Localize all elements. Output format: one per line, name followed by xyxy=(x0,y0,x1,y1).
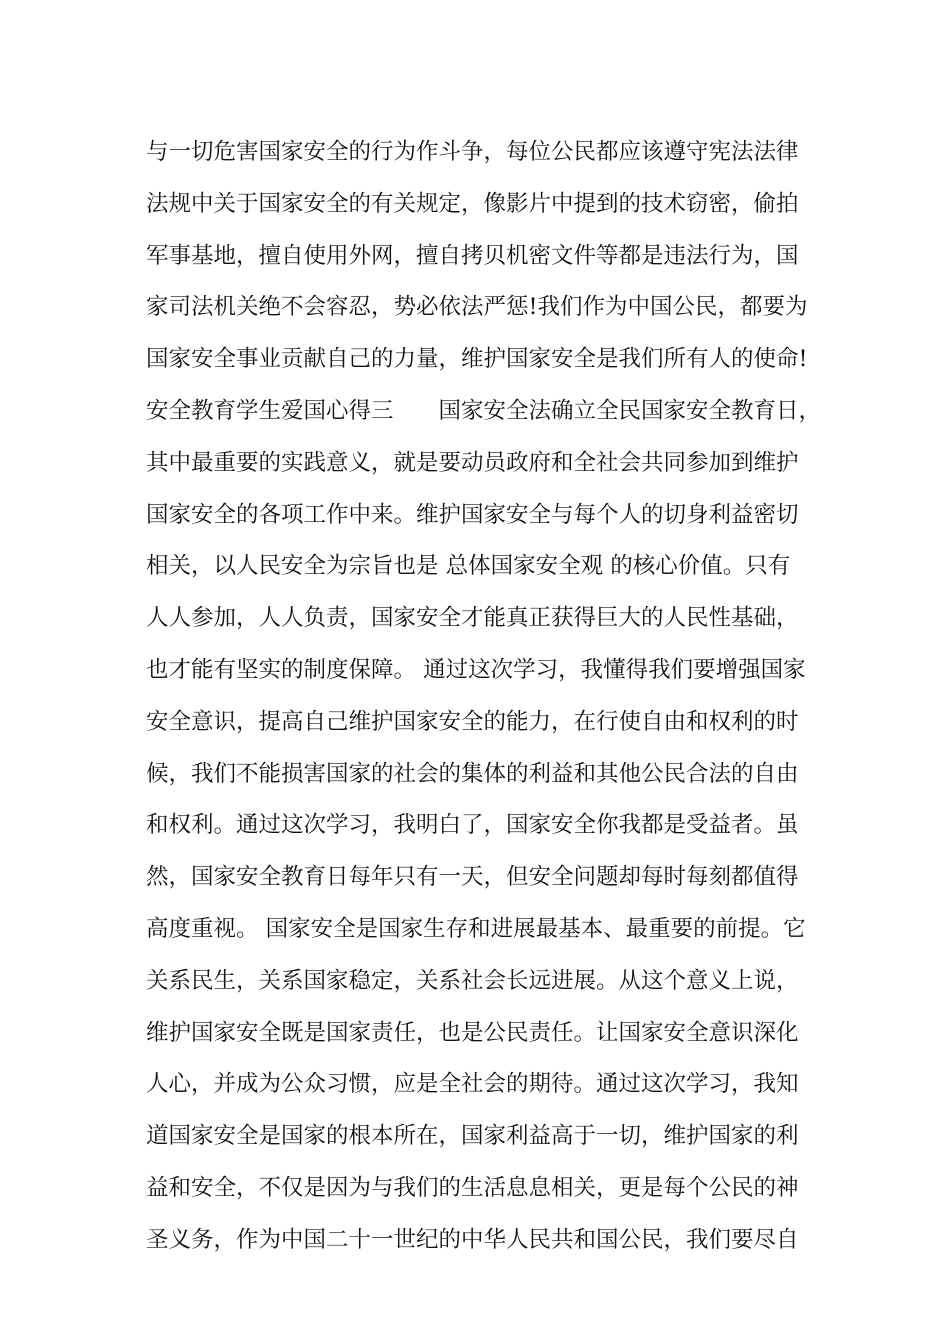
text-line: 人心，并成为公众习惯，应是全社会的期待。通过这次学习，我知 xyxy=(146,1071,799,1098)
text-line: 维护国家安全既是国家责任，也是公民责任。让国家安全意识深化 xyxy=(146,1019,799,1046)
text-line: 与一切危害国家安全的行为作斗争，每位公民都应该遵守宪法法律 xyxy=(146,139,799,165)
text-line: 益和安全，不仅是因为与我们的生活息息相关，更是每个公民的神 xyxy=(146,1174,799,1201)
text-line: 也才能有坚实的制度保障。 通过这次学习，我懂得我们要增强国家 xyxy=(146,656,806,683)
text-line: 然，国家安全教育日每年只有一天，但安全问题却每时每刻都值得 xyxy=(146,864,799,891)
body-text xyxy=(146,127,826,1267)
text-line: 安全教育学生爱国心得三 国家安全法确立全民国家安全教育日， xyxy=(146,397,822,424)
text-line: 圣义务，作为中国二十一世纪的中华人民共和国公民，我们要尽自 xyxy=(146,1226,799,1253)
text-line: 相关，以人民安全为宗旨也是 总体国家安全观 的核心价值。只有 xyxy=(146,553,791,580)
text-line: 安全意识，提高自己维护国家安全的能力，在行使自由和权利的时 xyxy=(146,708,799,735)
text-line: 其中最重要的实践意义，就是要动员政府和全社会共同参加到维护 xyxy=(146,449,799,476)
text-line: 国家安全事业贡献自己的力量，维护国家安全是我们所有人的使命! xyxy=(146,346,808,373)
text-line: 关系民生，关系国家稳定，关系社会长远进展。从这个意义上说， xyxy=(146,967,799,994)
text-line: 国家安全的各项工作中来。维护国家安全与每个人的切身利益密切 xyxy=(146,501,799,528)
text-line: 高度重视。 国家安全是国家生存和进展最基本、最重要的前提。它 xyxy=(146,915,806,942)
text-line: 和权利。通过这次学习，我明白了，国家安全你我都是受益者。虽 xyxy=(146,812,799,839)
text-line: 道国家安全是国家的根本所在，国家利益高于一切，维护国家的利 xyxy=(146,1123,799,1150)
text-line: 家司法机关绝不会容忍，势必依法严惩!我们作为中国公民，都要为 xyxy=(146,294,808,321)
text-line: 候，我们不能损害国家的社会的集体的利益和其他公民合法的自由 xyxy=(146,760,799,787)
text-line: 人人参加，人人负责，国家安全才能真正获得巨大的人民性基础， xyxy=(146,605,799,632)
text-line: 军事基地，擅自使用外网，擅自拷贝机密文件等都是违法行为，国 xyxy=(146,242,799,269)
text-line: 法规中关于国家安全的有关规定，像影片中提到的技术窃密，偷拍 xyxy=(146,190,799,217)
